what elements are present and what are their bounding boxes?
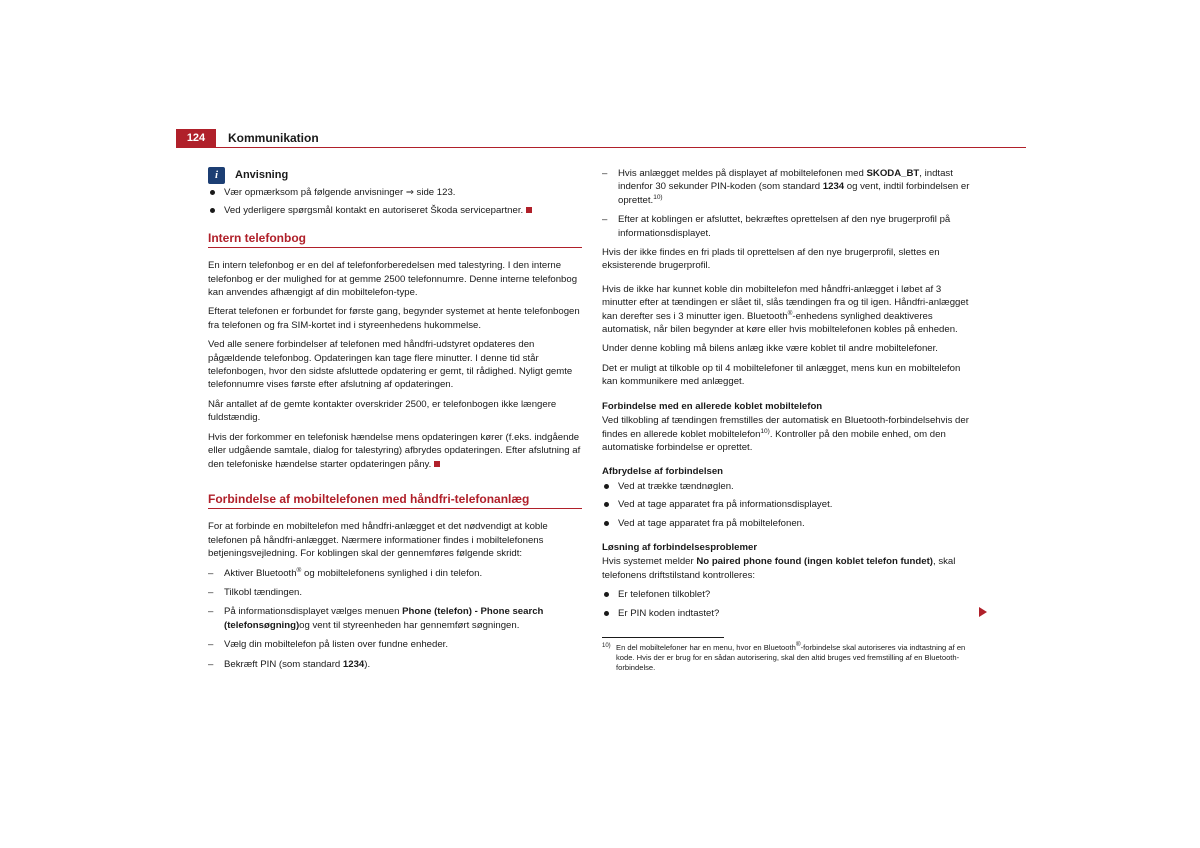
- list-item: Er PIN koden indtastet?: [602, 607, 978, 620]
- info-icon: i: [208, 167, 225, 184]
- paragraph: For at forbinde en mobiltelefon med håndfri-anlægget et det nødvendigt at koble telefonen på håndfri-anlægget. Nærmere informationer findes i mobiltelefonens betjeningsvejledning. For koblingen skal der gennemføres følgende skridt:: [208, 521, 548, 560]
- paragraph: Efterat telefonen er forbundet for første gang, begynder systemet at hente telefonbogen fra telefonen og fra SIM-kortet ind i styreenhedens hukommelse.: [208, 306, 580, 331]
- header-rule: [176, 147, 1026, 148]
- paragraph: Ved alle senere forbindelser af telefonen med håndfri-udstyret opdateres den pågældende telefonbog. Opdateringen kan tage flere minutter. I denne tid står telefonbogen, hvor den sidste afsluttede opdatering er gemt, til rådighed. Nyligt gemte telefonnumre vises første efter afslutning af opdateringen.: [208, 339, 573, 391]
- subheading: Forbindelse med en allerede koblet mobiltelefon: [602, 400, 823, 412]
- step-item: – Vælg din mobiltelefon på listen over fundne enheder.: [208, 638, 582, 651]
- paragraph: Hvis der ikke findes en fri plads til oprettelsen af den nye brugerprofil, slettes en eksisterende brugerprofil.: [602, 247, 940, 272]
- note-bullet: Vær opmærksom på følgende anvisninger ⇒ side 123.: [208, 186, 582, 199]
- step-item: – Tilkobl tændingen.: [208, 586, 582, 599]
- note-header: [208, 167, 582, 184]
- page-number: 124: [176, 129, 216, 148]
- paragraph: Det er muligt at tilkoble op til 4 mobiltelefoner til anlægget, mens kun en mobiltelefon kan kommunikere med anlægget.: [602, 362, 961, 388]
- footnote: 10) En del mobiltelefoner har en menu, hvor en Bluetooth®-forbindelse skal autoriseres via indtastning af en kode. Hvis der er brug for en sådan autorisering, skal den altid bruges ved fremstilling af en Bluetooth-forbindelse.: [602, 641, 966, 672]
- paragraph: Når antallet af de gemte kontakter overskrider 2500, er telefonbogen ikke længere fuldstændig.: [208, 398, 557, 424]
- footnote-number: 10): [602, 643, 611, 649]
- footnote-divider: [602, 637, 724, 638]
- section-heading: Forbindelse af mobiltelefonen med håndfri-telefonanlæg: [208, 493, 582, 509]
- paragraph: Ved tilkobling af tændingen fremstilles der automatisk en Bluetooth-forbindelsehvis der findes en allerede koblet mobiltelefon$^{10)}$. Kontroller på den mobile enhed, om den automatiske forbindelse er oprettet.: [602, 415, 969, 453]
- note-title: Anvisning: [235, 168, 289, 181]
- paragraph: Hvis systemet melder No paired phone found (ingen koblet telefon fundet), skal telefonens driftstilstand kontrolleres:: [602, 556, 956, 581]
- paragraph: En intern telefonbog er en del af telefonforberedelsen med talestyring. I den interne telefonbog er der mulighed for at gemme 2500 telefonnumre. Denne interne telefonbog kan anvendes afhængigt af din mobiltelefon-type.: [208, 260, 578, 299]
- step-item: – Hvis anlægget meldes på displayet af mobiltelefonen med SKODA_BT, indtast indenfor 30 sekunder PIN-koden (som standard 1234 og vent, indtil forbindelsen er oprettet.$^{10)}$: [602, 167, 978, 207]
- footnote-ref[interactable]: 10): [760, 427, 770, 435]
- list-item: Ved at tage apparatet fra på informationsdisplayet.: [602, 498, 978, 511]
- paragraph: Under denne kobling må bilens anlæg ikke være koblet til andre mobiltelefoner.: [602, 343, 938, 355]
- step-item: – På informationsdisplayet vælges menuen Phone (telefon) - Phone search (telefonsøgning)og vent til styreenheden har gennemført søgningen.: [208, 605, 582, 632]
- step-item: – Bekræft PIN (som standard 1234).: [208, 658, 582, 671]
- end-of-section-mark: [434, 461, 440, 467]
- step-item: – Aktiver Bluetooth® og mobiltelefonens synlighed i din telefon.: [208, 567, 582, 580]
- end-of-section-mark: [526, 207, 532, 213]
- section-heading: Intern telefonbog: [208, 232, 582, 248]
- paragraph: Hvis der forkommer en telefonisk hændelse mens opdateringen kører (f.eks. indgående eller udgående samtale, dialog for talestyring) afbrydes opdateringen. Efter afslutning af den telefoniske hændelse starter opdateringen påny.: [208, 431, 581, 470]
- continue-arrow-icon[interactable]: [979, 607, 987, 617]
- list-item: Ved at tage apparatet fra på mobiltelefonen.: [602, 517, 978, 530]
- list-item: Er telefonen tilkoblet?: [602, 588, 978, 601]
- paragraph: Hvis de ikke har kunnet koble din mobiltelefon med håndfri-anlægget i løbet af 3 minutter efter at tændingen er slået til, slås tændingen fra og til igen. Håndfri-anlægget kan derefter ses i 3 minutter igen. Bluetooth®-enhedens synlighed deaktiveres automatisk, når bilen begynder at køre eller hvis mobiltelefonen kobles på enheden.: [602, 283, 969, 336]
- list-item: Ved at trække tændnøglen.: [602, 480, 978, 493]
- page-title: Kommunikation: [228, 131, 319, 145]
- subheading: Afbrydelse af forbindelsen: [602, 466, 724, 478]
- right-column: [602, 167, 978, 625]
- step-item: – Efter at koblingen er afsluttet, bekræftes oprettelsen af den nye brugerprofil på informationsdisplayet.: [602, 213, 978, 240]
- footnote-ref[interactable]: 10): [653, 193, 663, 201]
- note-bullet: Ved yderligere spørgsmål kontakt en autoriseret Škoda servicepartner.: [208, 204, 582, 217]
- left-column: [208, 167, 582, 677]
- subheading: Løsning af forbindelsesproblemer: [602, 541, 758, 553]
